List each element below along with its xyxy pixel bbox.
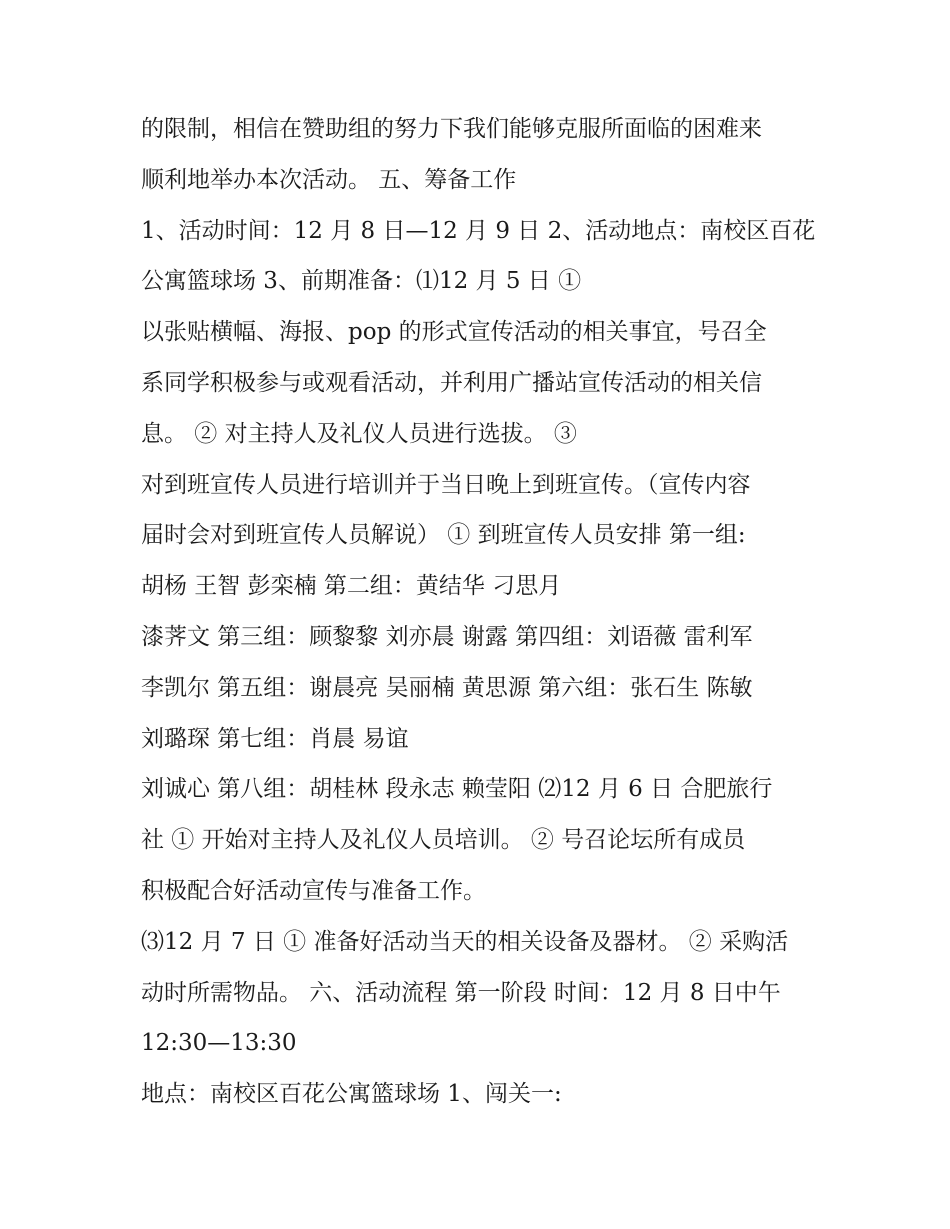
text-line: 公寓篮球场 3、前期准备：⑴12 月 5 日 ① — [141, 268, 582, 295]
text-line: 届时会对到班宣传人员解说） ① 到班宣传人员安排 第一组: — [141, 522, 746, 549]
text-line: 刘璐琛 第七组：肖晨 易谊 — [141, 725, 409, 752]
text-line: 社 ① 开始对主持人及礼仪人员培训。 ② 号召论坛所有成员 — [141, 827, 746, 854]
text-line: ⑶12 月 7 日 ① 准备好活动当天的相关设备及器材。 ② 采购活 — [141, 928, 789, 955]
text-line: 李凯尔 第五组：谢晨亮 吴丽楠 黄思源 第六组：张石生 陈敏 — [141, 674, 753, 701]
text-line: 动时所需物品。 六、活动流程 第一阶段 时间：12 月 8 日中午 — [141, 979, 781, 1006]
text-line: 顺利地举办本次活动。 五、筹备工作 — [141, 166, 517, 193]
text-line: 漆荠文 第三组：顾黎黎 刘亦晨 谢露 第四组：刘语薇 雷利军 — [141, 623, 753, 650]
text-line: 积极配合好活动宣传与准备工作。 — [141, 877, 486, 904]
text-line: 刘诚心 第八组：胡桂林 段永志 赖莹阳 ⑵12 月 6 日 合肥旅行 — [141, 776, 773, 803]
text-line: 地点：南校区百花公寓篮球场 1、闯关一: — [141, 1081, 562, 1108]
text-line: 1、活动时间：12 月 8 日—12 月 9 日 2、活动地点：南校区百花 — [141, 217, 816, 244]
text-line: 息。 ② 对主持人及礼仪人员进行选拔。 ③ — [141, 420, 577, 447]
text-line: 的限制，相信在赞助组的努力下我们能够克服所面临的困难来 — [141, 116, 762, 142]
text-line: 胡杨 王智 彭栾楠 第二组：黄结华 刁思月 — [141, 573, 562, 600]
text-line: 以张贴横幅、海报、pop 的形式宣传活动的相关事宜，号召全 — [141, 319, 767, 346]
document-text-body — [141, 104, 821, 1120]
text-line: 对到班宣传人员进行培训并于当日晚上到班宣传。（宣传内容 — [141, 471, 751, 498]
text-line: 系同学积极参与或观看活动，并利用广播站宣传活动的相关信 — [141, 369, 762, 396]
text-line: 12:30—13:30 — [141, 1030, 297, 1057]
